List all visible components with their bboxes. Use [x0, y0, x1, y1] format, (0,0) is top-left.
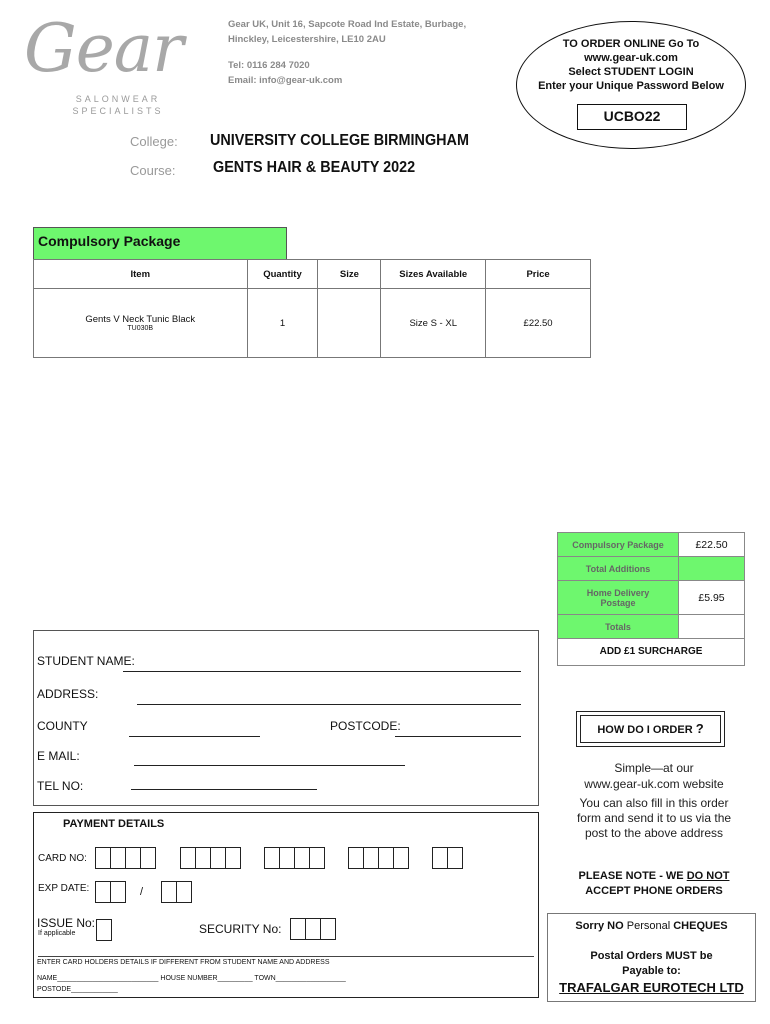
- card-holder-line-2[interactable]: POSTODE____________: [37, 986, 118, 993]
- exp-month-digit-box[interactable]: [110, 881, 126, 903]
- exp-month-digit-box[interactable]: [95, 881, 111, 903]
- table-row: [558, 557, 745, 581]
- phone-orders-note: PLEASE NOTE - WE DO NOT ACCEPT PHONE ORDERS: [578, 870, 730, 897]
- totals-table: [557, 532, 745, 639]
- company-contact: [228, 58, 342, 88]
- security-no-label: SECURITY No:: [199, 922, 282, 936]
- course-value: GENTS HAIR & BEAUTY 2022: [213, 159, 416, 176]
- gear-logo: Gear: [24, 10, 183, 87]
- payment-title: PAYMENT DETAILS: [63, 818, 165, 830]
- quantity-cell: 1: [247, 289, 318, 358]
- col-size: Size: [318, 260, 381, 289]
- card-holder-details: [37, 957, 346, 995]
- card-number-digit-box[interactable]: [393, 847, 409, 869]
- card-number-digit-box[interactable]: [264, 847, 280, 869]
- security-no-digit-box[interactable]: [305, 918, 321, 940]
- question-mark-icon: ?: [695, 721, 704, 736]
- card-number-digit-box[interactable]: [180, 847, 196, 869]
- item-code: TU030B: [127, 325, 154, 332]
- sizes-available-cell: Size S - XL: [381, 289, 486, 358]
- totals-value[interactable]: [679, 615, 745, 639]
- issue-no-digit-box[interactable]: [96, 919, 112, 941]
- size-cell[interactable]: [318, 289, 381, 358]
- col-sizes-available: Sizes Available: [381, 260, 486, 289]
- card-number-digit-box[interactable]: [110, 847, 126, 869]
- address-label: ADDRESS:: [37, 687, 99, 701]
- how-do-i-order-button: HOW DO I ORDER ?: [580, 715, 721, 743]
- col-item: Item: [34, 260, 248, 289]
- tel-field[interactable]: [131, 789, 317, 790]
- exp-year-digit-box[interactable]: [176, 881, 192, 903]
- security-no-digit-box[interactable]: [290, 918, 306, 940]
- totals-value: £22.50: [679, 533, 745, 557]
- package-table: [33, 259, 591, 358]
- card-no-label: CARD NO:: [38, 853, 87, 864]
- card-number-digit-box[interactable]: [125, 847, 141, 869]
- student-name-field[interactable]: [123, 671, 521, 672]
- logo-tagline: SALONWEAR SPECIALISTS: [72, 94, 164, 116]
- surcharge-note: ADD £1 SURCHARGE: [557, 638, 745, 666]
- table-row: [34, 289, 591, 358]
- totals-label: Total Additions: [558, 557, 679, 581]
- totals-label: Compulsory Package: [558, 533, 679, 557]
- card-number-digit-box[interactable]: [363, 847, 379, 869]
- student-name-label: STUDENT NAME:: [37, 654, 135, 668]
- exp-date-slash: /: [140, 886, 144, 898]
- card-number-digit-box[interactable]: [95, 847, 111, 869]
- col-quantity: Quantity: [247, 260, 318, 289]
- order-post-text: You can also fill in this order form and send it to us via the post to the above address: [576, 796, 732, 840]
- card-number-digit-box[interactable]: [294, 847, 310, 869]
- online-order-instructions: TO ORDER ONLINE Go To www.gear-uk.com Select STUDENT LOGIN Enter your Unique Password Below: [538, 38, 724, 92]
- exp-date-label: EXP DATE:: [38, 883, 90, 894]
- totals-label: Home Delivery Postage: [558, 581, 679, 615]
- college-value: UNIVERSITY COLLEGE BIRMINGHAM: [210, 132, 469, 149]
- if-applicable-label: If applicable: [38, 930, 76, 937]
- card-holder-line-1[interactable]: NAME__________________________ HOUSE NUMBER_________ TOWN__________________: [37, 975, 346, 982]
- package-title: Compulsory Package: [33, 227, 287, 260]
- address-field[interactable]: [137, 704, 521, 705]
- card-number-digit-box[interactable]: [348, 847, 364, 869]
- totals-value[interactable]: [679, 557, 745, 581]
- card-number-digit-box[interactable]: [378, 847, 394, 869]
- payee-name: TRAFALGAR EUROTECH LTD: [559, 980, 744, 995]
- course-label: Course:: [130, 163, 176, 178]
- company-email: Email: info@gear-uk.com: [228, 75, 343, 86]
- table-row: [558, 533, 745, 557]
- unique-password: UCBO22: [577, 104, 687, 130]
- card-number-digit-box[interactable]: [210, 847, 226, 869]
- county-field[interactable]: [129, 736, 260, 737]
- order-online-text: Simple—at our www.gear-uk.com website: [584, 761, 724, 791]
- postcode-field[interactable]: [395, 736, 521, 737]
- email-label: E MAIL:: [37, 749, 80, 763]
- company-address: Gear UK, Unit 16, Sapcote Road Ind Estate, Burbage, Hinckley, Leicestershire, LE10 2AU: [228, 19, 467, 45]
- card-number-digit-box[interactable]: [432, 847, 448, 869]
- tel-label: TEL NO:: [37, 779, 84, 793]
- postcode-label: POSTCODE:: [330, 719, 401, 733]
- table-row: [558, 615, 745, 639]
- county-label: COUNTY: [37, 719, 88, 733]
- card-number-digit-box[interactable]: [447, 847, 463, 869]
- no-cheques-note: Sorry NO Personal CHEQUES: [575, 920, 728, 932]
- card-number-digit-box[interactable]: [225, 847, 241, 869]
- card-number-digit-box[interactable]: [140, 847, 156, 869]
- issue-no-label: ISSUE No:: [37, 916, 96, 930]
- price-cell: £22.50: [486, 289, 591, 358]
- card-holder-note: ENTER CARD HOLDERS DETAILS IF DIFFERENT FROM STUDENT NAME AND ADDRESS: [37, 959, 330, 966]
- card-number-digit-box[interactable]: [195, 847, 211, 869]
- postal-orders-note: Postal Orders MUST be Payable to:: [590, 950, 713, 977]
- totals-value: £5.95: [679, 581, 745, 615]
- security-no-digit-box[interactable]: [320, 918, 336, 940]
- item-cell: Gents V Neck Tunic Black TU030B: [34, 289, 248, 358]
- col-price: Price: [486, 260, 591, 289]
- totals-label: Totals: [558, 615, 679, 639]
- college-label: College:: [130, 134, 178, 149]
- card-number-digit-box[interactable]: [279, 847, 295, 869]
- company-tel: Tel: 0116 284 7020: [228, 60, 310, 71]
- card-number-digit-box[interactable]: [309, 847, 325, 869]
- email-field[interactable]: [134, 765, 405, 766]
- exp-year-digit-box[interactable]: [161, 881, 177, 903]
- table-row: [558, 581, 745, 615]
